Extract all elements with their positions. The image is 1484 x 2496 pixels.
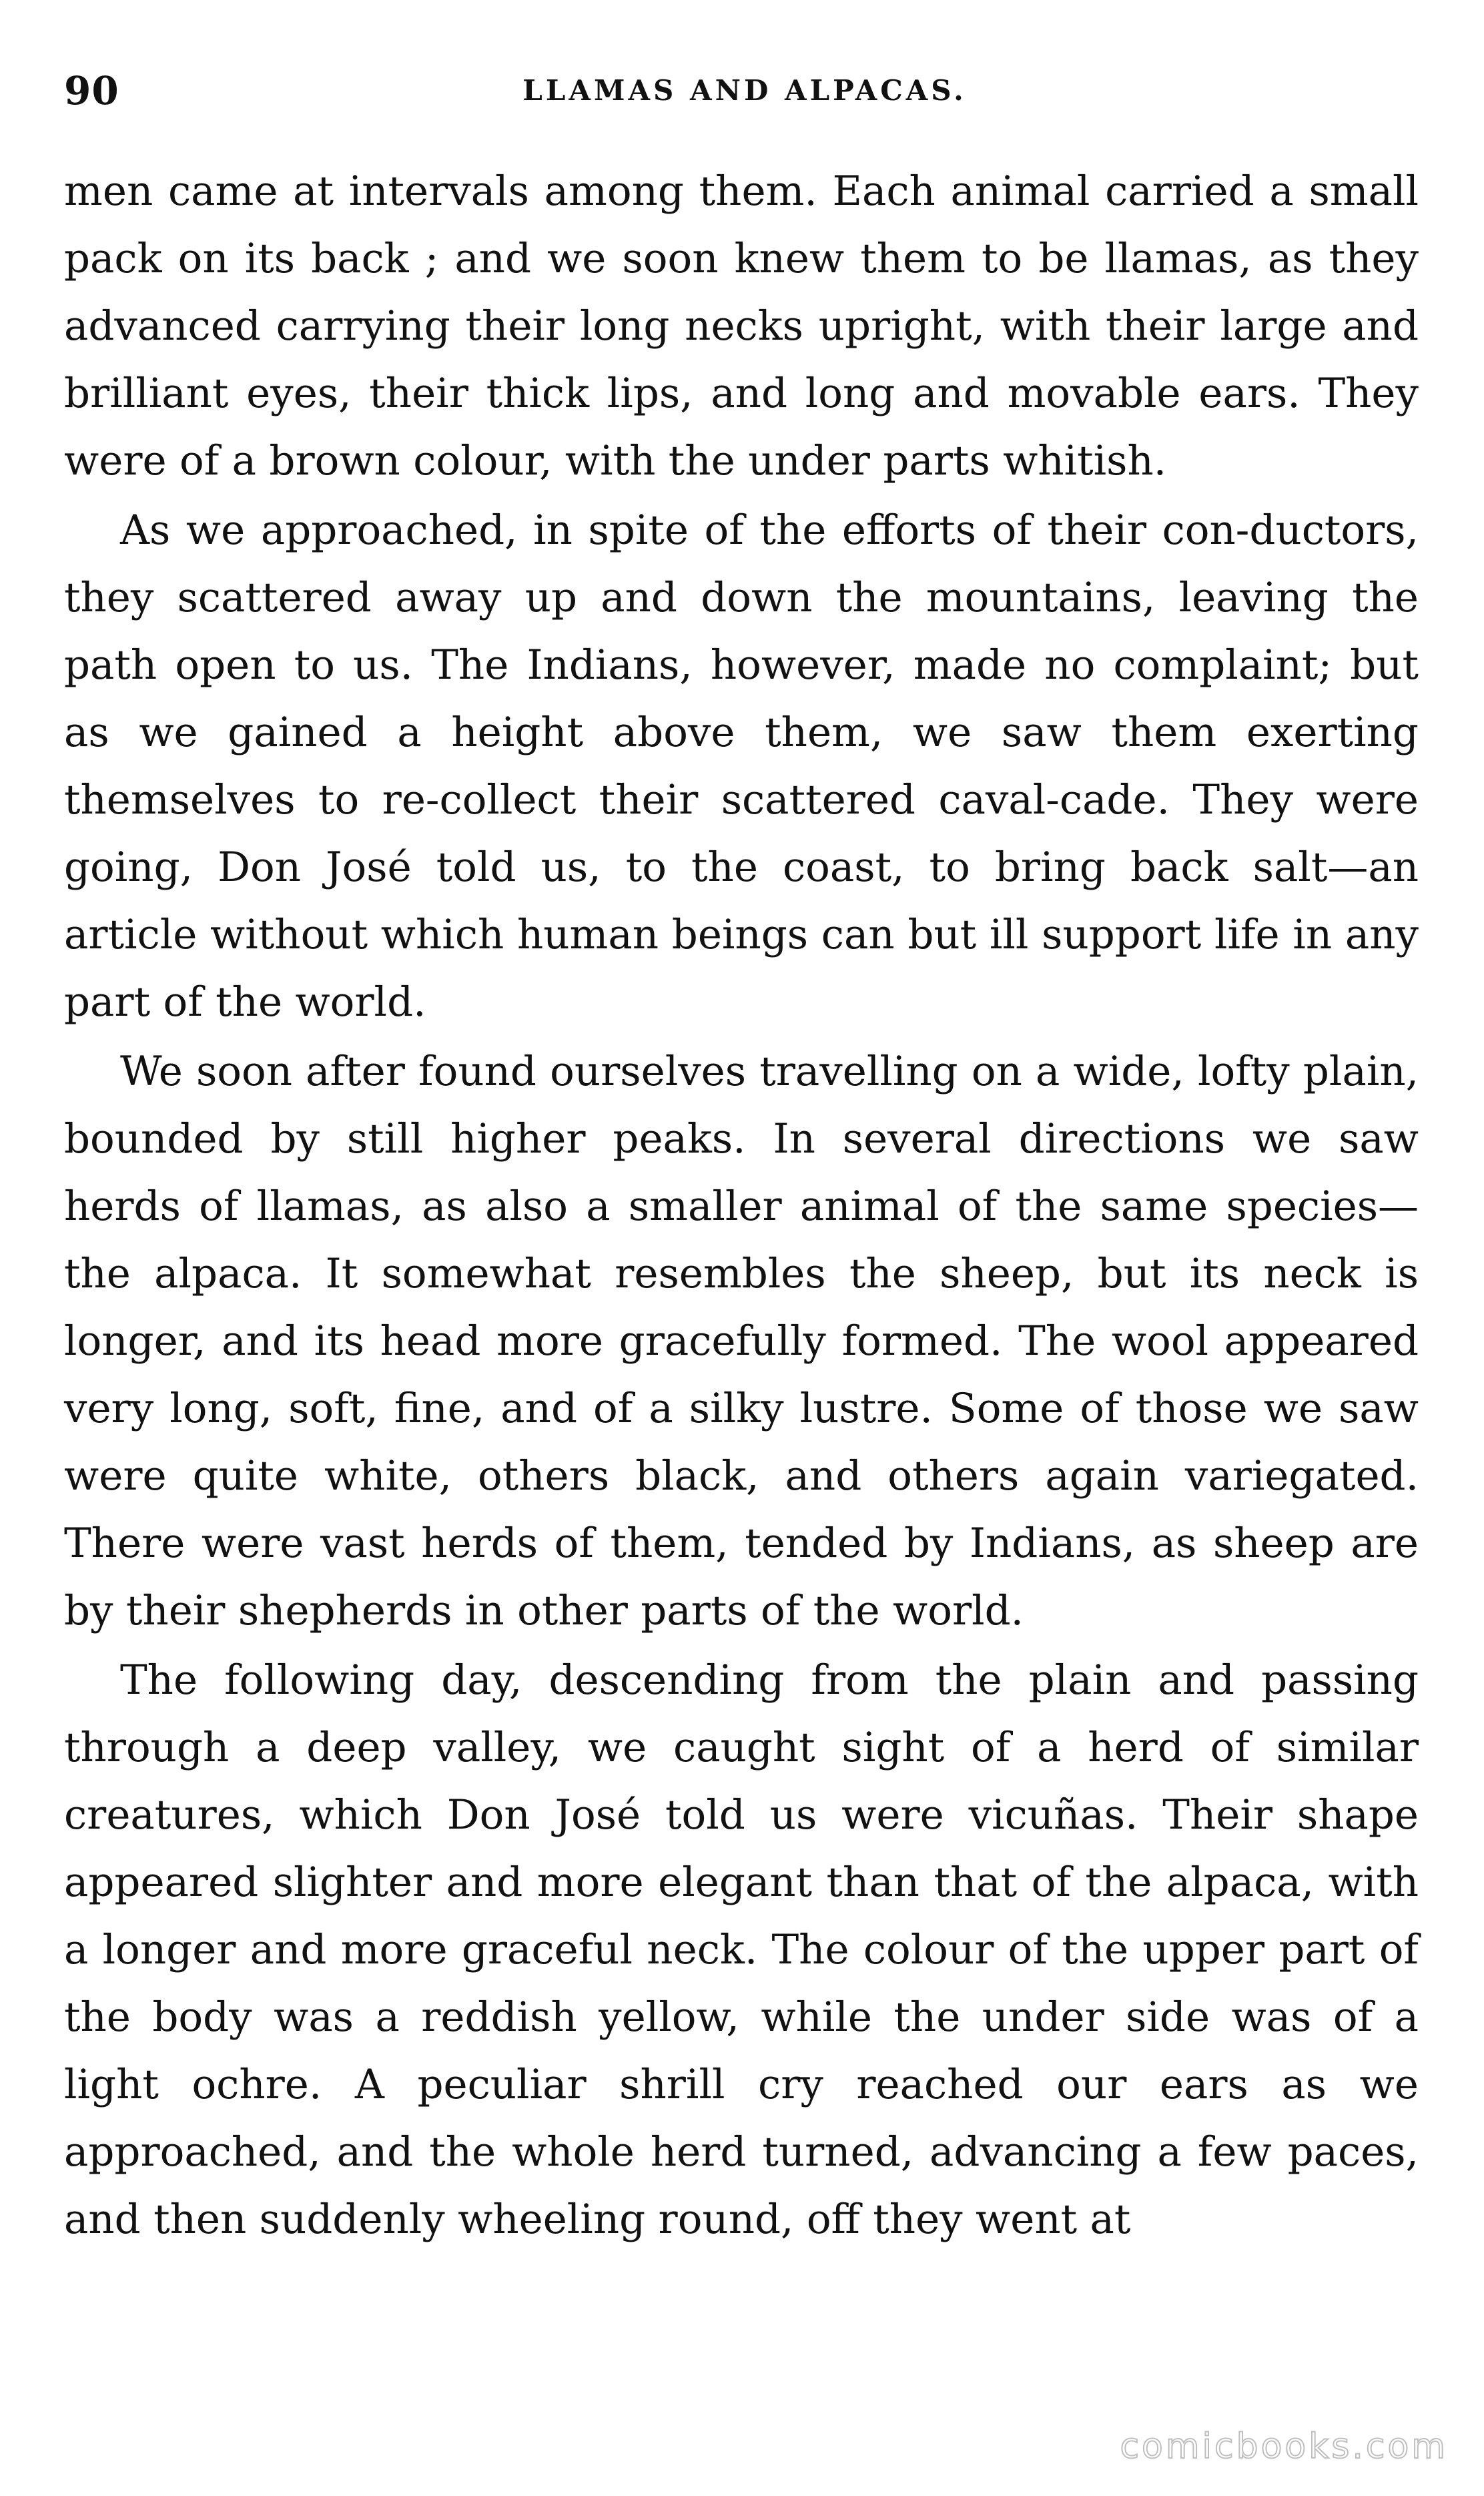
running-head: LLAMAS AND ALPACAS. [522,74,967,107]
paragraph-alpacas: We soon after found ourselves travelling on a wide, lofty plain, bounded by still higher peaks. In several directions we saw herds of llamas, as also a smaller animal of the same species—the alpaca. It somewhat resembles the sheep, but its neck is longer, and its head more gracefully formed. The wool appeared very long, soft, fine, and of a silky lustre. Some of those we saw were quite white, others black, and others again variegated. There were vast herds of them, tended by Indians, as sheep are by their shepherds in other parts of the world. [64,1048,1419,1634]
paragraph-vicunas: The following day, descending from the plain and passing through a deep valley, we caught sight of a herd of similar creatures, which Don José told us were vicuñas. Their shape appeared slighter and more elegant than that of the alpaca, with a longer and more graceful neck. The colour of the upper part of the body was a reddish yellow, while the under side was of a light ochre. A peculiar shrill cry reached our ears as we approached, and the whole herd turned, advancing a few paces, and then suddenly wheeling round, off they went at [64,1656,1419,2243]
page-header [64,64,1425,117]
site-watermark: comicbooks.com [1120,2427,1448,2467]
paragraph-llamas-scatter: As we approached, in spite of the efforts of their con-ductors, they scattered away up and down the mountains, leaving the path open to us. The Indians, however, made no complaint; but as we gained a height above them, we saw them exerting themselves to re-collect their scattered caval-cade. They were going, Don José told us, to the coast, to bring back salt—an article without which human beings can but ill support life in any part of the world. [64,507,1419,1026]
page-number: 90 [64,68,119,113]
paragraph-continuation: men came at intervals among them. Each animal carried a small pack on its back ; and we soon knew them to be llamas, as they advanced carrying their long necks upright, with their large and brilliant eyes, their thick lips, and long and movable ears. They were of a brown colour, with the under parts whitish. [64,168,1419,485]
body-text [64,158,1419,2255]
